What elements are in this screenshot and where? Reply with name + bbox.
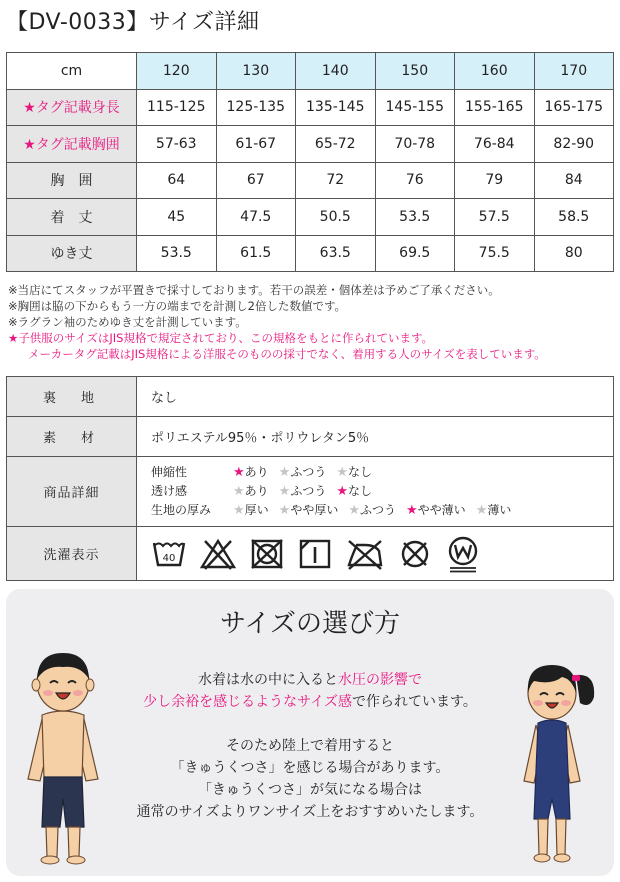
size-cell: 145-155 xyxy=(375,89,455,126)
size-cell: 58.5 xyxy=(534,199,614,236)
guide-line xyxy=(106,757,514,779)
size-header-130: 130 xyxy=(216,53,296,90)
care-symbols xyxy=(137,527,614,581)
size-table xyxy=(6,52,614,272)
feature-option xyxy=(279,463,327,482)
size-cell: 61-67 xyxy=(216,126,296,163)
feature-option xyxy=(336,463,372,482)
star-icon: ★ xyxy=(278,503,291,518)
feature-option xyxy=(233,482,269,501)
care-row xyxy=(7,527,614,581)
note-line: ※ラグラン袖のためゆき丈を計測しています。 xyxy=(8,315,247,329)
product-detail-label: 商品詳細 xyxy=(7,457,137,527)
line-dry-shade-icon xyxy=(297,537,333,571)
star-icon: ★ xyxy=(406,503,418,518)
size-header-170: 170 xyxy=(534,53,614,90)
feature-name: 生地の厚み xyxy=(151,503,212,517)
size-header-160: 160 xyxy=(455,53,535,90)
size-cell: 125-135 xyxy=(216,89,296,126)
size-row xyxy=(7,126,614,163)
wet-clean-icon xyxy=(445,535,481,573)
guide-line xyxy=(106,735,514,757)
size-row xyxy=(7,235,614,272)
size-cell: 76-84 xyxy=(455,126,535,163)
size-cell: 50.5 xyxy=(296,199,376,236)
feature-option-label: なし xyxy=(348,484,373,498)
feature-option xyxy=(279,482,327,501)
feature-option xyxy=(279,501,339,520)
size-row-label: ★タグ記載身長 xyxy=(7,89,137,126)
guide-text xyxy=(106,669,514,823)
size-cell: 47.5 xyxy=(216,199,296,236)
feature-option xyxy=(476,501,512,520)
wash-temp-label: 40 xyxy=(162,552,176,564)
feature-option-label: 厚い xyxy=(244,503,269,517)
star-icon: ★ xyxy=(348,503,360,518)
size-header-140: 140 xyxy=(296,53,376,90)
size-row-label: 着 丈 xyxy=(7,199,137,236)
size-row xyxy=(7,199,614,236)
lining-value: なし xyxy=(137,377,614,417)
star-icon: ★ xyxy=(336,484,348,499)
size-cell: 82-90 xyxy=(534,126,614,163)
feature-option xyxy=(406,501,466,520)
guide-segment: 「きゅうくつさ」が気になる場合は xyxy=(198,782,422,798)
size-header-120: 120 xyxy=(137,53,217,90)
size-row-label: ゆき丈 xyxy=(7,235,137,272)
size-cell: 75.5 xyxy=(455,235,535,272)
size-cell: 84 xyxy=(534,162,614,199)
no-iron-icon xyxy=(345,537,385,571)
guide-segment: 少し余裕を感じるようなサイズ感 xyxy=(143,694,352,710)
care-label: 洗濯表示 xyxy=(7,527,137,581)
note-line: メーカータグ記載はJIS規格による洋服そのものの採寸でなく、着用する人のサイズを表しています。 xyxy=(28,347,546,361)
feature-option-label: ふつう xyxy=(360,503,397,517)
material-label: 素 材 xyxy=(7,417,137,457)
size-cell: 67 xyxy=(216,162,296,199)
feature-option xyxy=(336,482,372,501)
note-line: ※胸囲は脇の下からもう一方の端までを計測し2倍した数値です。 xyxy=(8,299,347,313)
note-line: ★子供服のサイズはJIS規格で規定されており、この規格をもとに作られています。 xyxy=(8,331,434,345)
size-cell: 57.5 xyxy=(455,199,535,236)
guide-title: サイズの選び方 xyxy=(220,609,400,639)
star-icon: ★ xyxy=(336,465,348,480)
star-icon: ★ xyxy=(475,503,488,518)
size-cell: 63.5 xyxy=(296,235,376,272)
size-cell: 64 xyxy=(137,162,217,199)
guide-segment: 水圧の影響で xyxy=(338,672,422,688)
feature-line xyxy=(151,482,613,501)
note-line: ※当店にてスタッフが平置きで採寸しております。若干の誤差・個体差は予めご了承ください。 xyxy=(8,283,500,297)
size-cell: 165-175 xyxy=(534,89,614,126)
guide-segment: 水着は水の中に入ると xyxy=(198,672,338,688)
size-cell: 135-145 xyxy=(296,89,376,126)
lining-label: 裏 地 xyxy=(7,377,137,417)
size-cell: 53.5 xyxy=(375,199,455,236)
feature-line xyxy=(151,501,613,520)
size-cell: 79 xyxy=(455,162,535,199)
star-icon: ★ xyxy=(233,465,245,480)
no-tumble-dry-icon xyxy=(249,537,285,571)
guide-line xyxy=(106,691,514,713)
guide-segment: 「きゅうくつさ」を感じる場合があります。 xyxy=(170,760,450,776)
size-row xyxy=(7,89,614,126)
star-icon: ★ xyxy=(233,503,245,518)
star-icon: ★ xyxy=(233,484,245,499)
material-row xyxy=(7,417,614,457)
feature-option-label: ふつう xyxy=(290,465,327,479)
size-cell: 61.5 xyxy=(216,235,296,272)
size-guide-panel xyxy=(6,589,614,876)
feature-option-label: あり xyxy=(244,465,269,479)
feature-name: 透け感 xyxy=(151,484,188,498)
material-value: ポリエステル95％・ポリウレタン5％ xyxy=(137,417,614,457)
size-cell: 53.5 xyxy=(137,235,217,272)
lining-row xyxy=(7,377,614,417)
feature-name: 伸縮性 xyxy=(151,465,188,479)
feature-option-label: あり xyxy=(244,484,269,498)
girl-illustration xyxy=(506,659,602,869)
wash-40-icon xyxy=(151,537,187,571)
product-detail-row xyxy=(7,457,614,527)
feature-option-label: やや厚い xyxy=(290,503,339,517)
size-cell: 76 xyxy=(375,162,455,199)
page-title: 【DV-0033】サイズ詳細 xyxy=(6,10,260,35)
feature-option-label: 薄い xyxy=(487,503,512,517)
no-dry-clean-icon xyxy=(397,537,433,571)
size-header-row xyxy=(7,53,614,90)
guide-segment: で作られています。 xyxy=(352,694,477,710)
star-icon: ★ xyxy=(278,484,291,499)
feature-option xyxy=(348,501,396,520)
size-cell: 57-63 xyxy=(137,126,217,163)
feature-option-label: ふつう xyxy=(290,484,327,498)
guide-segment: そのため陸上で着用すると xyxy=(226,738,394,754)
guide-line xyxy=(106,669,514,691)
unit-label: cm xyxy=(7,53,137,90)
feature-list xyxy=(137,457,614,527)
feature-line xyxy=(151,463,613,482)
size-notes xyxy=(8,282,614,362)
size-row-label: 胸 囲 xyxy=(7,162,137,199)
size-cell: 65-72 xyxy=(296,126,376,163)
size-cell: 115-125 xyxy=(137,89,217,126)
feature-option-label: やや薄い xyxy=(417,503,466,517)
size-cell: 72 xyxy=(296,162,376,199)
detail-table xyxy=(6,376,614,581)
size-cell: 155-165 xyxy=(455,89,535,126)
guide-line xyxy=(106,801,514,823)
size-cell: 70-78 xyxy=(375,126,455,163)
feature-option xyxy=(233,463,269,482)
star-icon: ★ xyxy=(278,465,291,480)
no-bleach-icon xyxy=(199,537,237,571)
size-cell: 69.5 xyxy=(375,235,455,272)
feature-option xyxy=(233,501,269,520)
size-cell: 45 xyxy=(137,199,217,236)
guide-segment: 通常のサイズよりワンサイズ上をおすすめいたします。 xyxy=(136,804,484,820)
feature-option-label: なし xyxy=(348,465,373,479)
guide-line xyxy=(106,779,514,801)
boy-illustration xyxy=(18,649,108,869)
size-row xyxy=(7,162,614,199)
size-cell: 80 xyxy=(534,235,614,272)
size-header-150: 150 xyxy=(375,53,455,90)
size-row-label: ★タグ記載胸囲 xyxy=(7,126,137,163)
